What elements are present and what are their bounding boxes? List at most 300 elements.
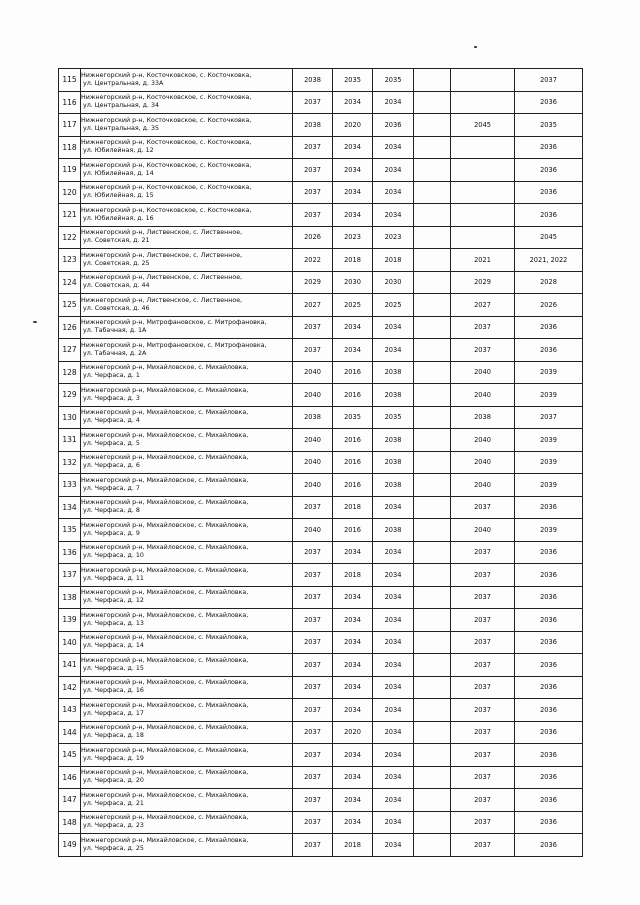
address-cell — [81, 676, 293, 699]
address-cell — [81, 586, 293, 609]
address-line-1: Нижнегорский р-н, Косточковское, с. Косточковка, — [81, 139, 252, 147]
row-number: 132 — [59, 451, 81, 474]
year-cell-1: 2037 — [293, 766, 333, 789]
table-row — [59, 474, 583, 497]
row-number: 130 — [59, 406, 81, 429]
address-line-1: Нижнегорский р-н, Лиственское, с. Лиственное, — [81, 229, 243, 237]
year-cell-1: 2037 — [293, 721, 333, 744]
address-line-2: ул. Черфаса, д. 13 — [83, 619, 144, 627]
year-cell-4 — [414, 114, 451, 137]
year-cell-4 — [414, 811, 451, 834]
table-row — [59, 676, 583, 699]
row-number: 138 — [59, 586, 81, 609]
address-line-1: Нижнегорский р-н, Михайловское, с. Михайловка, — [81, 634, 249, 642]
address-line-2: ул. Советская, д. 25 — [83, 259, 150, 267]
address-cell — [81, 609, 293, 632]
address-line-2: ул. Юбилейная, д. 12 — [83, 147, 154, 155]
table-row — [59, 361, 583, 384]
address-line-1: Нижнегорский р-н, Михайловское, с. Михайловка, — [81, 724, 249, 732]
year-cell-4 — [414, 136, 451, 159]
row-number: 143 — [59, 699, 81, 722]
year-cell-6: 2021, 2022 — [515, 249, 583, 272]
address-cell — [81, 249, 293, 272]
year-cell-2: 2034 — [333, 316, 373, 339]
year-cell-3: 2030 — [373, 271, 414, 294]
year-cell-6: 2035 — [515, 114, 583, 137]
year-cell-6: 2036 — [515, 811, 583, 834]
address-cell — [81, 114, 293, 137]
year-cell-1: 2037 — [293, 204, 333, 227]
address-line-1: Нижнегорский р-н, Косточковское, с. Косточковка, — [81, 206, 252, 214]
row-number: 134 — [59, 496, 81, 519]
year-cell-1: 2027 — [293, 294, 333, 317]
year-cell-4 — [414, 586, 451, 609]
year-cell-3: 2034 — [373, 654, 414, 677]
year-cell-4 — [414, 451, 451, 474]
year-cell-1: 2037 — [293, 496, 333, 519]
year-cell-1: 2037 — [293, 654, 333, 677]
year-cell-2: 2016 — [333, 384, 373, 407]
address-line-2: ул. Черфаса, д. 14 — [83, 642, 144, 650]
table-row — [59, 181, 583, 204]
address-cell — [81, 721, 293, 744]
address-cell — [81, 204, 293, 227]
year-cell-4 — [414, 631, 451, 654]
year-cell-6: 2036 — [515, 159, 583, 182]
year-cell-3: 2034 — [373, 721, 414, 744]
year-cell-1: 2037 — [293, 811, 333, 834]
row-number: 116 — [59, 91, 81, 114]
year-cell-4 — [414, 721, 451, 744]
year-cell-5: 2040 — [451, 474, 515, 497]
address-cell — [81, 316, 293, 339]
year-cell-6: 2037 — [515, 406, 583, 429]
address-line-2: ул. Советская, д. 44 — [83, 282, 150, 290]
address-cell — [81, 181, 293, 204]
year-cell-4 — [414, 541, 451, 564]
year-cell-5 — [451, 204, 515, 227]
table-row — [59, 654, 583, 677]
address-line-2: ул. Центральная, д. 33А — [83, 79, 164, 87]
row-number: 140 — [59, 631, 81, 654]
year-cell-2: 2016 — [333, 519, 373, 542]
year-cell-2: 2018 — [333, 834, 373, 857]
year-cell-4 — [414, 834, 451, 857]
address-line-1: Нижнегорский р-н, Лиственское, с. Лиственное, — [81, 274, 243, 282]
year-cell-4 — [414, 564, 451, 587]
year-cell-1: 2026 — [293, 226, 333, 249]
address-line-1: Нижнегорский р-н, Михайловское, с. Михайловка, — [81, 386, 249, 394]
year-cell-2: 2016 — [333, 361, 373, 384]
address-line-1: Нижнегорский р-н, Косточковское, с. Косточковка, — [81, 71, 252, 79]
address-line-2: ул. Черфаса, д. 7 — [83, 484, 140, 492]
row-number: 129 — [59, 384, 81, 407]
address-line-2: ул. Черфаса, д. 8 — [83, 507, 140, 515]
table-row — [59, 339, 583, 362]
address-line-1: Нижнегорский р-н, Михайловское, с. Михайловка, — [81, 701, 249, 709]
year-cell-5 — [451, 136, 515, 159]
address-cell — [81, 766, 293, 789]
address-line-1: Нижнегорский р-н, Косточковское, с. Косточковка, — [81, 94, 252, 102]
year-cell-5: 2040 — [451, 429, 515, 452]
year-cell-4 — [414, 316, 451, 339]
year-cell-4 — [414, 406, 451, 429]
year-cell-5 — [451, 159, 515, 182]
year-cell-5: 2037 — [451, 766, 515, 789]
address-line-2: ул. Черфаса, д. 15 — [83, 664, 144, 672]
address-line-2: ул. Черфаса, д. 16 — [83, 687, 144, 695]
year-cell-2: 2020 — [333, 721, 373, 744]
year-cell-2: 2034 — [333, 159, 373, 182]
year-cell-4 — [414, 249, 451, 272]
row-number: 119 — [59, 159, 81, 182]
year-cell-6: 2036 — [515, 834, 583, 857]
year-cell-5: 2037 — [451, 586, 515, 609]
year-cell-2: 2016 — [333, 451, 373, 474]
address-line-2: ул. Черфаса, д. 3 — [83, 394, 140, 402]
year-cell-3: 2038 — [373, 519, 414, 542]
year-cell-5: 2037 — [451, 541, 515, 564]
year-cell-6: 2039 — [515, 519, 583, 542]
year-cell-6: 2036 — [515, 789, 583, 812]
row-number: 133 — [59, 474, 81, 497]
table-row — [59, 699, 583, 722]
address-cell — [81, 384, 293, 407]
row-number: 136 — [59, 541, 81, 564]
year-cell-1: 2037 — [293, 586, 333, 609]
year-cell-6: 2036 — [515, 136, 583, 159]
year-cell-4 — [414, 654, 451, 677]
year-cell-6: 2039 — [515, 361, 583, 384]
table-row — [59, 406, 583, 429]
address-cell — [81, 474, 293, 497]
year-cell-4 — [414, 159, 451, 182]
year-cell-2: 2034 — [333, 676, 373, 699]
address-line-2: ул. Черфаса, д. 23 — [83, 822, 144, 830]
year-cell-6: 2036 — [515, 586, 583, 609]
table-row — [59, 586, 583, 609]
address-line-2: ул. Черфаса, д. 1 — [83, 372, 140, 380]
year-cell-3: 2023 — [373, 226, 414, 249]
year-cell-1: 2037 — [293, 834, 333, 857]
address-line-1: Нижнегорский р-н, Михайловское, с. Михайловка, — [81, 611, 249, 619]
year-cell-1: 2040 — [293, 361, 333, 384]
year-cell-1: 2037 — [293, 316, 333, 339]
year-cell-2: 2016 — [333, 474, 373, 497]
table-row — [59, 91, 583, 114]
year-cell-4 — [414, 339, 451, 362]
address-line-1: Нижнегорский р-н, Лиственское, с. Лиственное, — [81, 251, 243, 259]
row-number: 135 — [59, 519, 81, 542]
year-cell-5: 2045 — [451, 114, 515, 137]
row-number: 139 — [59, 609, 81, 632]
row-number: 127 — [59, 339, 81, 362]
address-line-2: ул. Табачная, д. 1А — [83, 327, 147, 335]
year-cell-6: 2036 — [515, 744, 583, 767]
year-cell-1: 2037 — [293, 564, 333, 587]
address-line-2: ул. Черфаса, д. 18 — [83, 732, 144, 740]
year-cell-4 — [414, 91, 451, 114]
address-line-1: Нижнегорский р-н, Михайловское, с. Михайловка, — [81, 656, 249, 664]
year-cell-6: 2039 — [515, 429, 583, 452]
address-line-1: Нижнегорский р-н, Михайловское, с. Михайловка, — [81, 746, 249, 754]
address-line-2: ул. Советская, д. 21 — [83, 237, 150, 245]
year-cell-2: 2034 — [333, 811, 373, 834]
year-cell-3: 2034 — [373, 204, 414, 227]
year-cell-4 — [414, 226, 451, 249]
year-cell-1: 2037 — [293, 91, 333, 114]
year-cell-1: 2037 — [293, 339, 333, 362]
row-number: 115 — [59, 69, 81, 92]
year-cell-1: 2038 — [293, 114, 333, 137]
address-cell — [81, 834, 293, 857]
year-cell-6: 2036 — [515, 564, 583, 587]
year-cell-1: 2029 — [293, 271, 333, 294]
address-line-2: ул. Черфаса, д. 17 — [83, 709, 144, 717]
year-cell-5: 2038 — [451, 406, 515, 429]
year-cell-6: 2045 — [515, 226, 583, 249]
table-row — [59, 249, 583, 272]
table-row — [59, 271, 583, 294]
year-cell-2: 2034 — [333, 339, 373, 362]
address-line-1: Нижнегорский р-н, Михайловское, с. Михайловка, — [81, 814, 249, 822]
address-line-2: ул. Советская, д. 46 — [83, 304, 150, 312]
address-cell — [81, 271, 293, 294]
year-cell-2: 2034 — [333, 744, 373, 767]
year-cell-3: 2035 — [373, 406, 414, 429]
year-cell-3: 2034 — [373, 316, 414, 339]
table-row — [59, 744, 583, 767]
year-cell-3: 2034 — [373, 811, 414, 834]
address-line-1: Нижнегорский р-н, Михайловское, с. Михайловка, — [81, 431, 249, 439]
address-cell — [81, 226, 293, 249]
table-row — [59, 496, 583, 519]
year-cell-4 — [414, 294, 451, 317]
row-number: 147 — [59, 789, 81, 812]
year-cell-1: 2040 — [293, 474, 333, 497]
year-cell-3: 2034 — [373, 159, 414, 182]
address-line-1: Нижнегорский р-н, Михайловское, с. Михайловка, — [81, 409, 249, 417]
year-cell-5: 2037 — [451, 699, 515, 722]
year-cell-6: 2037 — [515, 69, 583, 92]
address-cell — [81, 136, 293, 159]
year-cell-5: 2040 — [451, 361, 515, 384]
year-cell-5: 2037 — [451, 676, 515, 699]
row-number: 120 — [59, 181, 81, 204]
address-cell — [81, 631, 293, 654]
year-cell-4 — [414, 744, 451, 767]
row-number: 124 — [59, 271, 81, 294]
year-cell-3: 2034 — [373, 339, 414, 362]
row-number: 123 — [59, 249, 81, 272]
year-cell-2: 2034 — [333, 699, 373, 722]
table-row — [59, 204, 583, 227]
year-cell-4 — [414, 384, 451, 407]
year-cell-6: 2039 — [515, 384, 583, 407]
year-cell-6: 2036 — [515, 541, 583, 564]
year-cell-3: 2034 — [373, 609, 414, 632]
year-cell-3: 2038 — [373, 429, 414, 452]
row-number: 117 — [59, 114, 81, 137]
year-cell-3: 2038 — [373, 361, 414, 384]
table-row — [59, 721, 583, 744]
row-number: 137 — [59, 564, 81, 587]
address-cell — [81, 69, 293, 92]
address-line-2: ул. Черфаса, д. 10 — [83, 552, 144, 560]
address-line-2: ул. Юбилейная, д. 15 — [83, 192, 154, 200]
year-cell-5: 2037 — [451, 609, 515, 632]
year-cell-5: 2037 — [451, 564, 515, 587]
row-number: 149 — [59, 834, 81, 857]
year-cell-6: 2028 — [515, 271, 583, 294]
address-line-2: ул. Юбилейная, д. 14 — [83, 169, 154, 177]
year-cell-3: 2034 — [373, 789, 414, 812]
year-cell-5: 2037 — [451, 811, 515, 834]
address-line-2: ул. Черфаса, д. 5 — [83, 439, 140, 447]
table-row — [59, 609, 583, 632]
address-cell — [81, 744, 293, 767]
address-line-2: ул. Центральная, д. 34 — [83, 102, 160, 110]
address-cell — [81, 541, 293, 564]
address-line-1: Нижнегорский р-н, Михайловское, с. Михайловка, — [81, 566, 249, 574]
year-cell-2: 2035 — [333, 69, 373, 92]
address-cell — [81, 654, 293, 677]
year-cell-5: 2037 — [451, 744, 515, 767]
address-line-1: Нижнегорский р-н, Михайловское, с. Михайловка, — [81, 679, 249, 687]
address-line-1: Нижнегорский р-н, Михайловское, с. Михайловка, — [81, 499, 249, 507]
year-cell-2: 2034 — [333, 654, 373, 677]
year-cell-2: 2023 — [333, 226, 373, 249]
row-number: 144 — [59, 721, 81, 744]
year-cell-6: 2036 — [515, 91, 583, 114]
address-line-1: Нижнегорский р-н, Михайловское, с. Михайловка, — [81, 521, 249, 529]
year-cell-4 — [414, 766, 451, 789]
year-cell-5: 2040 — [451, 384, 515, 407]
year-cell-3: 2034 — [373, 699, 414, 722]
address-cell — [81, 519, 293, 542]
year-cell-2: 2020 — [333, 114, 373, 137]
year-cell-2: 2035 — [333, 406, 373, 429]
table-row — [59, 541, 583, 564]
table-row — [59, 429, 583, 452]
year-cell-1: 2040 — [293, 519, 333, 542]
year-cell-6: 2036 — [515, 699, 583, 722]
row-number: 142 — [59, 676, 81, 699]
address-line-2: ул. Черфаса, д. 19 — [83, 754, 144, 762]
year-cell-6: 2036 — [515, 339, 583, 362]
table-row — [59, 136, 583, 159]
year-cell-4 — [414, 271, 451, 294]
year-cell-3: 2034 — [373, 834, 414, 857]
address-line-1: Нижнегорский р-н, Михайловское, с. Михайловка, — [81, 476, 249, 484]
year-cell-2: 2034 — [333, 91, 373, 114]
row-number: 122 — [59, 226, 81, 249]
address-line-2: ул. Черфаса, д. 12 — [83, 597, 144, 605]
year-cell-6: 2026 — [515, 294, 583, 317]
year-cell-1: 2037 — [293, 699, 333, 722]
address-line-1: Нижнегорский р-н, Михайловское, с. Михайловка, — [81, 544, 249, 552]
address-line-1: Нижнегорский р-н, Косточковское, с. Косточковка, — [81, 184, 252, 192]
year-cell-5: 2027 — [451, 294, 515, 317]
table-row — [59, 384, 583, 407]
address-line-2: ул. Черфаса, д. 6 — [83, 462, 140, 470]
year-cell-1: 2038 — [293, 69, 333, 92]
year-cell-6: 2036 — [515, 609, 583, 632]
year-cell-2: 2034 — [333, 789, 373, 812]
year-cell-3: 2038 — [373, 474, 414, 497]
year-cell-5: 2037 — [451, 789, 515, 812]
scan-speck — [474, 46, 477, 48]
year-cell-1: 2040 — [293, 429, 333, 452]
address-line-1: Нижнегорский р-н, Михайловское, с. Михайловка, — [81, 454, 249, 462]
year-cell-3: 2036 — [373, 114, 414, 137]
address-cell — [81, 429, 293, 452]
year-cell-3: 2038 — [373, 451, 414, 474]
year-cell-5 — [451, 226, 515, 249]
table-row — [59, 159, 583, 182]
year-cell-5 — [451, 69, 515, 92]
address-cell — [81, 699, 293, 722]
address-cell — [81, 91, 293, 114]
row-number: 118 — [59, 136, 81, 159]
row-number: 125 — [59, 294, 81, 317]
year-cell-2: 2034 — [333, 766, 373, 789]
address-line-2: ул. Черфаса, д. 20 — [83, 777, 144, 785]
year-cell-1: 2022 — [293, 249, 333, 272]
table-row — [59, 789, 583, 812]
year-cell-1: 2037 — [293, 631, 333, 654]
year-cell-2: 2034 — [333, 204, 373, 227]
year-cell-5: 2037 — [451, 654, 515, 677]
year-cell-6: 2036 — [515, 766, 583, 789]
year-cell-6: 2036 — [515, 496, 583, 519]
address-line-1: Нижнегорский р-н, Михайловское, с. Михайловка, — [81, 836, 249, 844]
year-cell-1: 2037 — [293, 744, 333, 767]
address-line-2: ул. Табачная, д. 2А — [83, 349, 147, 357]
address-line-1: Нижнегорский р-н, Косточковское, с. Косточковка, — [81, 161, 252, 169]
address-line-2: ул. Черфаса, д. 4 — [83, 417, 140, 425]
year-cell-2: 2016 — [333, 429, 373, 452]
table-row — [59, 226, 583, 249]
year-cell-3: 2034 — [373, 766, 414, 789]
table-row — [59, 69, 583, 92]
address-line-1: Нижнегорский р-н, Михайловское, с. Михайловка, — [81, 589, 249, 597]
year-cell-6: 2036 — [515, 181, 583, 204]
row-number: 146 — [59, 766, 81, 789]
address-cell — [81, 406, 293, 429]
year-cell-3: 2018 — [373, 249, 414, 272]
year-cell-2: 2034 — [333, 541, 373, 564]
table-row — [59, 834, 583, 857]
table-row — [59, 564, 583, 587]
year-cell-2: 2018 — [333, 564, 373, 587]
year-cell-4 — [414, 699, 451, 722]
table-row — [59, 766, 583, 789]
year-cell-3: 2034 — [373, 136, 414, 159]
year-cell-3: 2035 — [373, 69, 414, 92]
year-cell-5 — [451, 91, 515, 114]
address-line-1: Нижнегорский р-н, Косточковское, с. Косточковка, — [81, 116, 252, 124]
table-row — [59, 811, 583, 834]
year-cell-6: 2036 — [515, 654, 583, 677]
table-body — [59, 69, 583, 857]
year-cell-5: 2037 — [451, 496, 515, 519]
year-cell-1: 2037 — [293, 159, 333, 182]
year-cell-6: 2036 — [515, 676, 583, 699]
year-cell-5: 2037 — [451, 631, 515, 654]
year-cell-3: 2034 — [373, 496, 414, 519]
year-cell-6: 2036 — [515, 631, 583, 654]
